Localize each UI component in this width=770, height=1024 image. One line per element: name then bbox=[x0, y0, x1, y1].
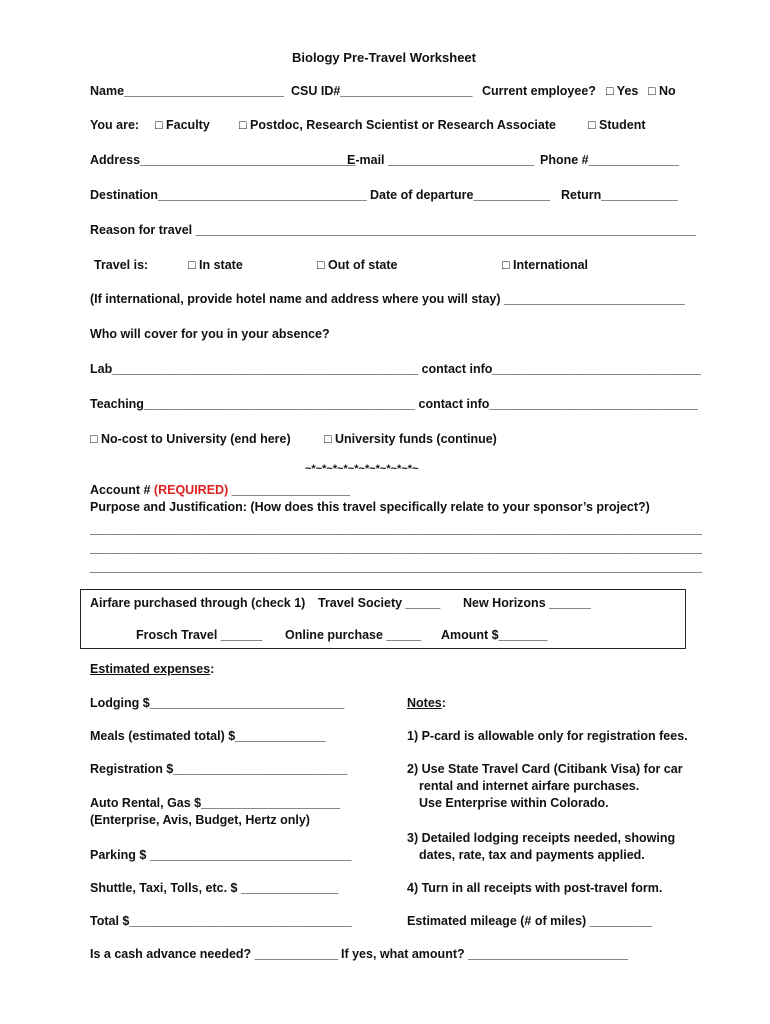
return-date-field[interactable]: Return___________ bbox=[561, 188, 678, 202]
notes-text: Notes bbox=[407, 696, 442, 710]
mileage-field[interactable]: Estimated mileage (# of miles) _________ bbox=[407, 914, 653, 928]
auto-rental-field[interactable]: Auto Rental, Gas $____________________ bbox=[90, 796, 341, 810]
page-title: Biology Pre-Travel Worksheet bbox=[292, 50, 476, 65]
estimated-expenses-heading bbox=[90, 662, 214, 677]
reason-field[interactable]: Reason for travel ________________________________________________________________________ bbox=[90, 223, 697, 237]
travel-society-option[interactable]: Travel Society _____ bbox=[318, 596, 441, 610]
note-2-line-2: rental and internet airfare purchases. bbox=[419, 779, 640, 793]
cash-advance-amount-field[interactable]: If yes, what amount? _______________________ bbox=[341, 947, 628, 961]
note-2-line-3: Use Enterprise within Colorado. bbox=[419, 796, 609, 810]
university-funds-checkbox[interactable]: □ University funds (continue) bbox=[324, 432, 497, 446]
online-purchase-option[interactable]: Online purchase _____ bbox=[285, 628, 422, 642]
employee-yes-checkbox[interactable]: □ Yes bbox=[606, 84, 639, 98]
no-cost-checkbox[interactable]: □ No-cost to University (end here) bbox=[90, 432, 291, 446]
account-label: Account # bbox=[90, 483, 151, 497]
note-1: 1) P-card is allowable only for registration fees. bbox=[407, 729, 688, 743]
shuttle-field[interactable]: Shuttle, Taxi, Tolls, etc. $ ______________ bbox=[90, 881, 339, 895]
required-label: (REQUIRED) bbox=[153, 483, 229, 497]
airfare-label: Airfare purchased through (check 1) bbox=[90, 596, 306, 610]
heading-colon: : bbox=[210, 662, 215, 676]
note-3-line-1: 3) Detailed lodging receipts needed, showing bbox=[407, 831, 676, 845]
address-field[interactable]: Address_______________________________ bbox=[90, 153, 356, 167]
estimated-expenses-text: Estimated expenses bbox=[90, 662, 211, 676]
international-hotel-field[interactable]: (If international, provide hotel name and address where you will stay) __________________________ bbox=[90, 292, 685, 306]
account-line[interactable]: _________________ bbox=[231, 483, 350, 497]
note-4: 4) Turn in all receipts with post-travel form. bbox=[407, 881, 663, 895]
new-horizons-option[interactable]: New Horizons ______ bbox=[463, 596, 591, 610]
teaching-coverage-field[interactable]: Teaching_______________________________________ contact info______________________________ bbox=[90, 397, 698, 411]
name-field[interactable]: Name_______________________ bbox=[90, 84, 284, 98]
phone-field[interactable]: Phone #_____________ bbox=[540, 153, 679, 167]
current-employee-label: Current employee? bbox=[482, 84, 596, 98]
parking-field[interactable]: Parking $ _____________________________ bbox=[90, 848, 352, 862]
airfare-amount-field[interactable]: Amount $_______ bbox=[441, 628, 548, 642]
notes-heading bbox=[407, 696, 446, 711]
lab-coverage-field[interactable]: Lab____________________________________________ contact info______________________________ bbox=[90, 362, 701, 376]
travel-is-label: Travel is: bbox=[94, 258, 149, 272]
international-checkbox[interactable]: □ International bbox=[502, 258, 589, 272]
purpose-line[interactable]: ________________________________________________________________________________________ bbox=[90, 541, 702, 555]
separator: ~*~*~*~*~*~*~*~*~*~*~ bbox=[305, 463, 419, 475]
csu-id-field[interactable]: CSU ID#___________________ bbox=[291, 84, 473, 98]
purpose-line[interactable]: ________________________________________________________________________________________ bbox=[90, 522, 702, 536]
auto-rental-note: (Enterprise, Avis, Budget, Hertz only) bbox=[90, 813, 310, 827]
absence-question: Who will cover for you in your absence? bbox=[90, 327, 330, 341]
you-are-label: You are: bbox=[90, 118, 140, 132]
out-of-state-checkbox[interactable]: □ Out of state bbox=[317, 258, 398, 272]
meals-field[interactable]: Meals (estimated total) $_____________ bbox=[90, 729, 326, 743]
purpose-line[interactable]: ________________________________________________________________________________________ bbox=[90, 560, 702, 574]
student-checkbox[interactable]: □ Student bbox=[588, 118, 646, 132]
account-row[interactable] bbox=[90, 483, 350, 498]
note-2-line-1: 2) Use State Travel Card (Citibank Visa) for car bbox=[407, 762, 683, 776]
notes-colon: : bbox=[441, 696, 446, 710]
faculty-checkbox[interactable]: □ Faculty bbox=[155, 118, 210, 132]
postdoc-checkbox[interactable]: □ Postdoc, Research Scientist or Research Associate bbox=[239, 118, 556, 132]
departure-date-field[interactable]: Date of departure___________ bbox=[370, 188, 550, 202]
note-3-line-2: dates, rate, tax and payments applied. bbox=[419, 848, 645, 862]
cash-advance-field[interactable]: Is a cash advance needed? ____________ bbox=[90, 947, 339, 961]
purpose-label: Purpose and Justification: (How does this travel specifically relate to your sponsor’s project?) bbox=[90, 500, 650, 514]
frosch-travel-option[interactable]: Frosch Travel ______ bbox=[136, 628, 263, 642]
in-state-checkbox[interactable]: □ In state bbox=[188, 258, 243, 272]
lodging-field[interactable]: Lodging $____________________________ bbox=[90, 696, 345, 710]
destination-field[interactable]: Destination______________________________ bbox=[90, 188, 367, 202]
email-field[interactable]: E-mail _____________________ bbox=[347, 153, 534, 167]
employee-no-checkbox[interactable]: □ No bbox=[648, 84, 676, 98]
total-field[interactable]: Total $________________________________ bbox=[90, 914, 352, 928]
registration-field[interactable]: Registration $_________________________ bbox=[90, 762, 348, 776]
